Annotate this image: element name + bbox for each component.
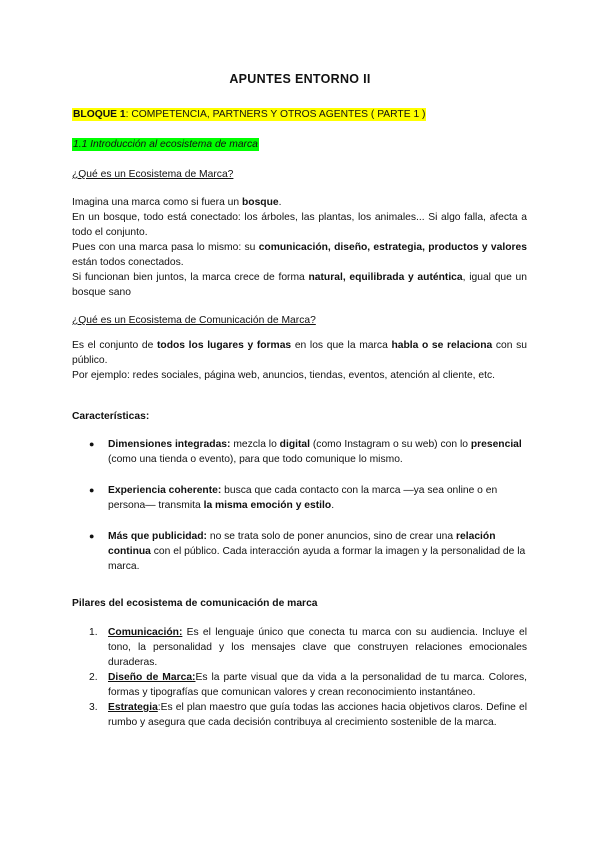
block-label: BLOQUE 1 <box>73 109 126 120</box>
text-span: Es el conjunto de <box>72 340 157 351</box>
text-span: con su público. <box>72 340 527 366</box>
text-span: están todos conectados. <box>72 257 184 268</box>
features-heading-text: Características: <box>72 411 150 422</box>
pillar-text: Es el lenguaje único que conecta tu marca con su audiencia. Incluye el tono, la personalidad y los mensajes clave que construyen relaciones emocionales duraderas. <box>108 627 527 668</box>
text-span: Si funcionan bien juntos, la marca crece de forma <box>72 272 309 283</box>
bullet-icon: ● <box>89 439 95 449</box>
paragraph-line-marca <box>72 240 527 270</box>
pillar-title: Estrategia <box>108 702 158 713</box>
question-ecosistema-marca: ¿Qué es un Ecosistema de Marca? <box>72 169 234 180</box>
list-item <box>72 700 527 730</box>
document-title: APUNTES ENTORNO II <box>229 72 371 86</box>
paragraph-definition <box>72 338 527 383</box>
text-span: no se trata solo de poner anuncios, sino de crear una <box>206 531 456 542</box>
list-item <box>72 529 527 574</box>
pillar-title: Diseño de Marca: <box>108 672 196 683</box>
list-number: 2. <box>89 672 98 683</box>
paragraph-line-funcionan <box>72 270 527 300</box>
pillar-title: Comunicación: <box>108 627 183 638</box>
bold-text: todos los lugares y formas <box>157 340 292 351</box>
bold-text: Experiencia coherente: <box>108 485 222 496</box>
bullet-icon: ● <box>89 485 95 495</box>
list-item <box>72 670 527 700</box>
list-number: 1. <box>89 627 98 638</box>
features-heading <box>72 409 527 424</box>
section-heading <box>72 137 527 152</box>
bold-text: la misma emoción y estilo <box>203 500 332 511</box>
bold-text: digital <box>279 439 310 450</box>
paragraph-line-ejemplo: Por ejemplo: redes sociales, página web, anuncios, tiendas, eventos, atención al cliente, etc. <box>72 370 495 381</box>
question-ecosistema-comunicacion: ¿Qué es un Ecosistema de Comunicación de Marca? <box>72 315 316 326</box>
paragraph-intro <box>72 195 527 300</box>
bullet-icon: ● <box>89 531 95 541</box>
bold-text: presencial <box>470 439 522 450</box>
paragraph-line-conectado: En un bosque, todo está conectado: los árboles, las plantas, los animales... Si algo falla, afecta a todo el conjunto. <box>72 212 527 238</box>
pillar-text: Es la parte visual que da vida a la personalidad de tu marca. Colores, formas y tipografías que comunican valores y crean reconocimiento instantáneo. <box>108 672 527 698</box>
text-span: . <box>278 197 282 208</box>
paragraph-line-bosque <box>72 195 527 210</box>
bold-text: natural, equilibrada y auténtica <box>308 272 463 283</box>
text-span: Imagina una marca como si fuera un <box>72 197 242 208</box>
pillars-heading-text: Pilares del ecosistema de comunicación de marca <box>72 598 318 609</box>
pillar-text: :Es el plan maestro que guía todas las acciones hacia objetivos claros. Define el rumbo y asegura que cada decisión contribuya al crecimiento sostenible de la marca. <box>108 702 527 728</box>
block-highlight <box>72 108 426 121</box>
block-text: : COMPETENCIA, PARTNERS Y OTROS AGENTES ( PARTE 1 ) <box>125 109 426 120</box>
text-span: (como una tienda o evento), para que todo comunique lo mismo. <box>108 454 403 465</box>
bold-text: Más que publicidad: <box>108 531 207 542</box>
bold-text: relación continua <box>108 531 496 557</box>
bold-text: bosque <box>241 197 279 208</box>
text-span: (como Instagram o su web) con lo <box>310 439 471 450</box>
bold-text: comunicación, diseño, estrategia, productos y valores <box>258 242 527 253</box>
text-span: . <box>331 500 335 511</box>
text-span: busca que cada contacto con la marca —ya sea online o en persona— transmita <box>108 485 498 511</box>
list-number: 3. <box>89 702 98 713</box>
list-item <box>72 437 527 467</box>
bold-text: habla o se relaciona <box>391 340 493 351</box>
section-title: 1.1 Introducción al ecosistema de marca <box>73 139 258 150</box>
text-span: , igual que un bosque sano <box>72 272 527 298</box>
bold-text: Dimensiones integradas: <box>108 439 231 450</box>
block-heading <box>72 107 527 122</box>
features-list <box>72 437 527 574</box>
list-item <box>72 625 527 670</box>
pillars-list <box>72 625 527 730</box>
pillars-heading <box>72 596 527 611</box>
list-item <box>72 483 527 513</box>
text-span: mezcla lo <box>230 439 280 450</box>
text-span: Pues con una marca pasa lo mismo: su <box>72 242 259 253</box>
paragraph-line-conjunto <box>72 338 527 368</box>
text-span: en los que la marca <box>291 340 392 351</box>
text-span: con el público. Cada interacción ayuda a formar la imagen y la personalidad de la marca. <box>108 546 526 572</box>
